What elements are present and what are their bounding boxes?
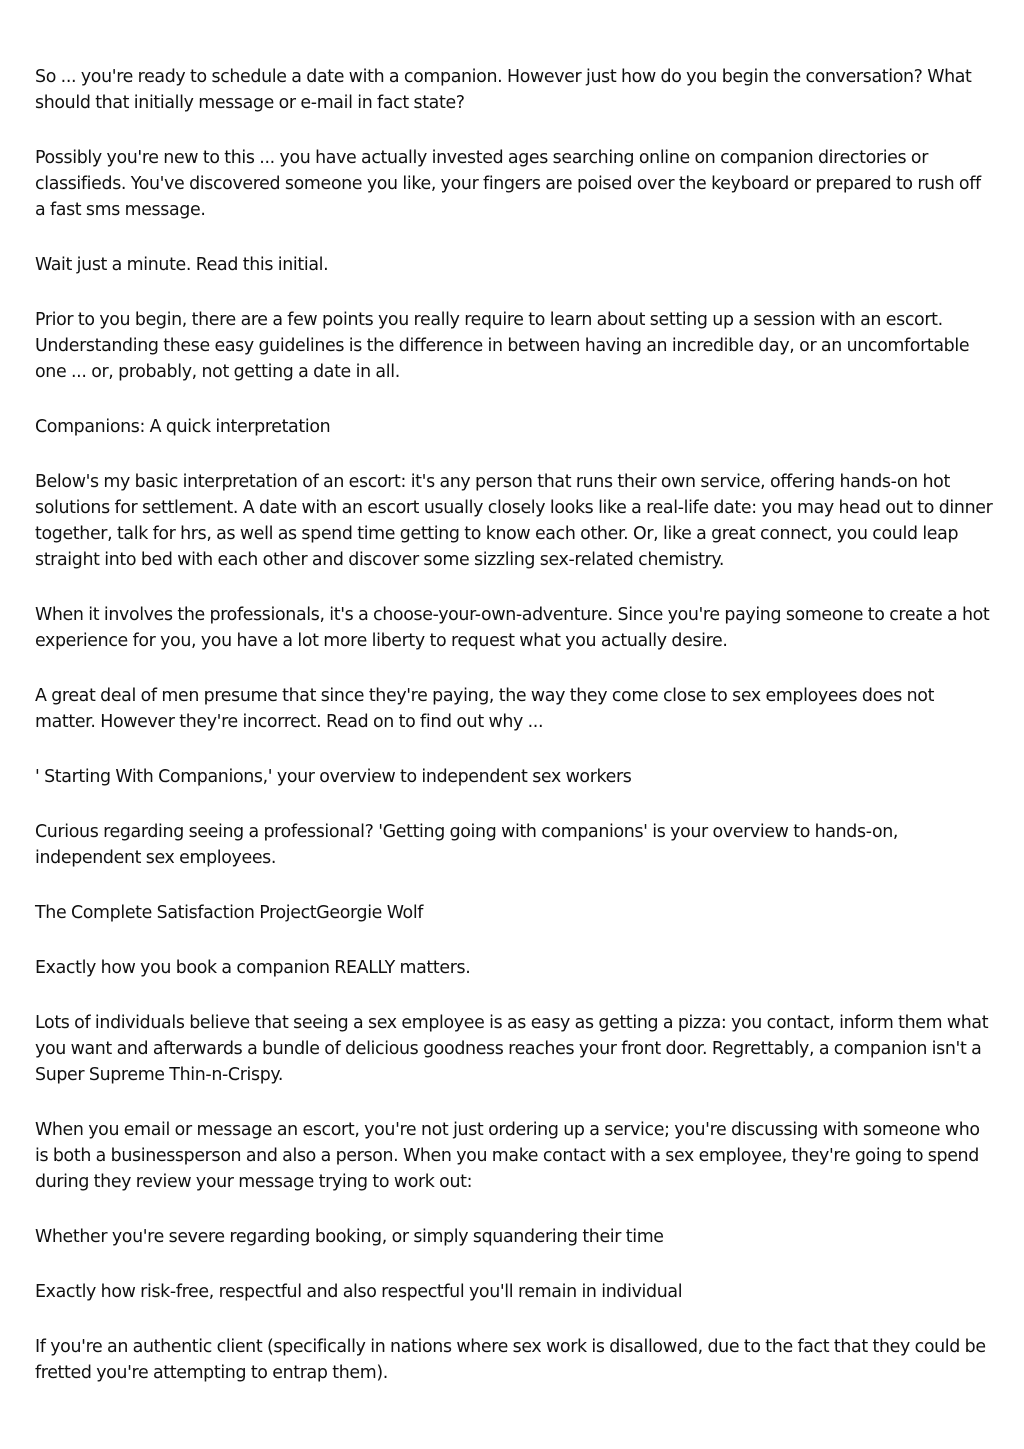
- paragraph: Wait just a minute. Read this initial.: [35, 255, 329, 275]
- paragraph: Possibly you're new to this ... you have actually invested ages searching online on companion directories or classifieds. You've discovered someone you like, your fingers are poised over the keyboard or prepared to rush off a fast sms message.: [35, 148, 981, 220]
- paragraph: When you email or message an escort, you're not just ordering up a service; you're discussing with someone who is both a businessperson and also a person. When you make contact with a sex employee, they're going to spend during they review your message trying to work out:: [35, 1120, 980, 1192]
- paragraph: Curious regarding seeing a professional? 'Getting going with companions' is your overview to hands-on, independent sex employees.: [35, 822, 899, 868]
- list-item: Whether you're severe regarding booking, or simply squandering their time: [35, 1227, 664, 1247]
- section-heading: Exactly how you book a companion REALLY matters.: [35, 958, 471, 978]
- list-item: If you're an authentic client (specifically in nations where sex work is disallowed, due to the fact that they could be fretted you're attempting to entrap them).: [35, 1337, 986, 1383]
- document-body: [35, 64, 993, 1415]
- paragraph: Prior to you begin, there are a few points you really require to learn about setting up a session with an escort. Understanding these easy guidelines is the difference in between having an incredible day, or an uncomfortable one ... or, probably, not getting a date in all.: [35, 310, 970, 382]
- paragraph: Below's my basic interpretation of an escort: it's any person that runs their own service, offering hands-on hot solutions for settlement. A date with an escort usually closely looks like a real-life date: you may head out to dinner together, talk for hrs, as well as spend time getting to know each other. Or, like a great connect, you could leap straight into bed with each other and discover some sizzling sex-related chemistry.: [35, 472, 993, 570]
- paragraph: So ... you're ready to schedule a date with a companion. However just how do you begin the conversation? What should that initially message or e-mail in fact state?: [35, 67, 972, 113]
- section-heading: ' Starting With Companions,' your overview to independent sex workers: [35, 767, 632, 787]
- paragraph: Lots of individuals believe that seeing a sex employee is as easy as getting a pizza: you contact, inform them what you want and afterwards a bundle of delicious goodness reaches your front door. Regrettably, a companion isn't a Super Supreme Thin-n-Crispy.: [35, 1013, 989, 1085]
- paragraph: When it involves the professionals, it's a choose-your-own-adventure. Since you're paying someone to create a hot experience for you, you have a lot more liberty to request what you actually desire.: [35, 605, 990, 651]
- byline: The Complete Satisfaction ProjectGeorgie Wolf: [35, 903, 424, 923]
- paragraph: A great deal of men presume that since they're paying, the way they come close to sex employees does not matter. However they're incorrect. Read on to find out why ...: [35, 686, 935, 732]
- list-item: Exactly how risk-free, respectful and also respectful you'll remain in individual: [35, 1282, 683, 1302]
- section-heading: Companions: A quick interpretation: [35, 417, 331, 437]
